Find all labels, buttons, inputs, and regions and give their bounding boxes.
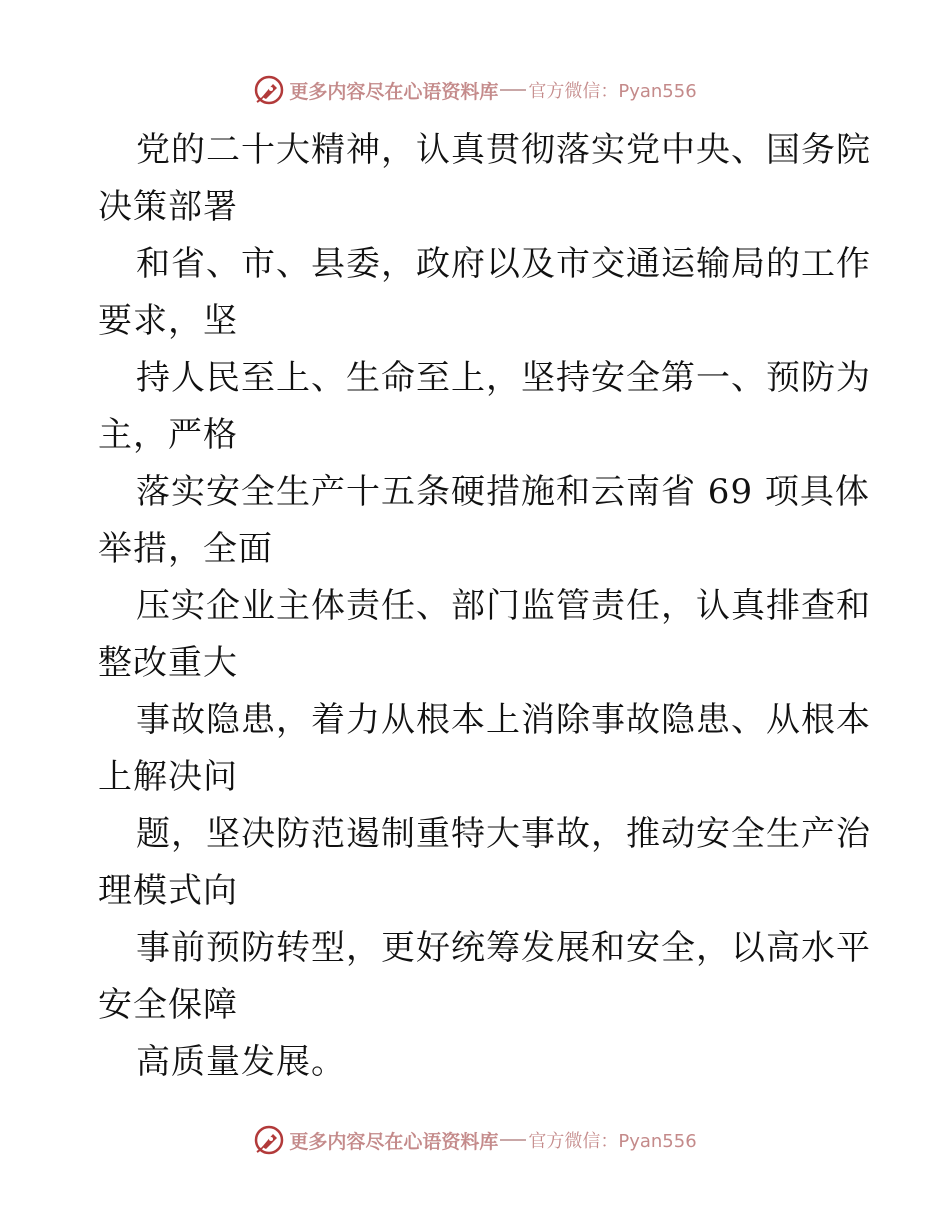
banner-dash xyxy=(500,89,526,91)
body-line: 事故隐患，着力从根本上消除事故隐患、从根本 xyxy=(136,700,871,740)
banner-title: 更多内容尽在心语资料库 xyxy=(289,1130,499,1153)
body-line: 落实安全生产十五条硬措施和云南省 69 项具体 xyxy=(136,472,870,512)
banner-title: 更多内容尽在心语资料库 xyxy=(289,80,499,103)
body-line: 高质量发展。 xyxy=(136,1042,346,1082)
body-line: 持人民至上、生命至上，坚持安全第一、预防为 xyxy=(136,358,871,398)
body-line: 上解决问 xyxy=(98,757,238,797)
body-line: 主，严格 xyxy=(98,415,238,455)
pen-nib-logo-icon xyxy=(253,74,285,106)
document-body xyxy=(98,122,871,1091)
body-line: 要求，坚 xyxy=(98,301,238,341)
body-line: 决策部署 xyxy=(98,187,238,227)
body-line: 整改重大 xyxy=(98,643,238,683)
body-line: 安全保障 xyxy=(98,985,238,1025)
body-line: 事前预防转型，更好统筹发展和安全，以高水平 xyxy=(136,928,871,968)
pen-nib-logo-icon xyxy=(253,1124,285,1156)
footer-banner xyxy=(0,1122,950,1158)
body-line: 题，坚决防范遏制重特大事故，推动安全生产治 xyxy=(136,814,871,854)
header-banner xyxy=(0,72,950,108)
body-line: 理模式向 xyxy=(98,871,238,911)
banner-wechat: 官方微信：Pyan556 xyxy=(528,1131,697,1152)
body-line: 压实企业主体责任、部门监管责任，认真排查和 xyxy=(136,586,871,626)
banner-wechat: 官方微信：Pyan556 xyxy=(528,81,697,102)
body-line: 举措，全面 xyxy=(98,529,273,569)
body-line: 党的二十大精神，认真贯彻落实党中央、国务院 xyxy=(136,130,871,170)
banner-dash xyxy=(500,1139,526,1141)
body-line: 和省、市、县委，政府以及市交通运输局的工作 xyxy=(136,244,871,284)
